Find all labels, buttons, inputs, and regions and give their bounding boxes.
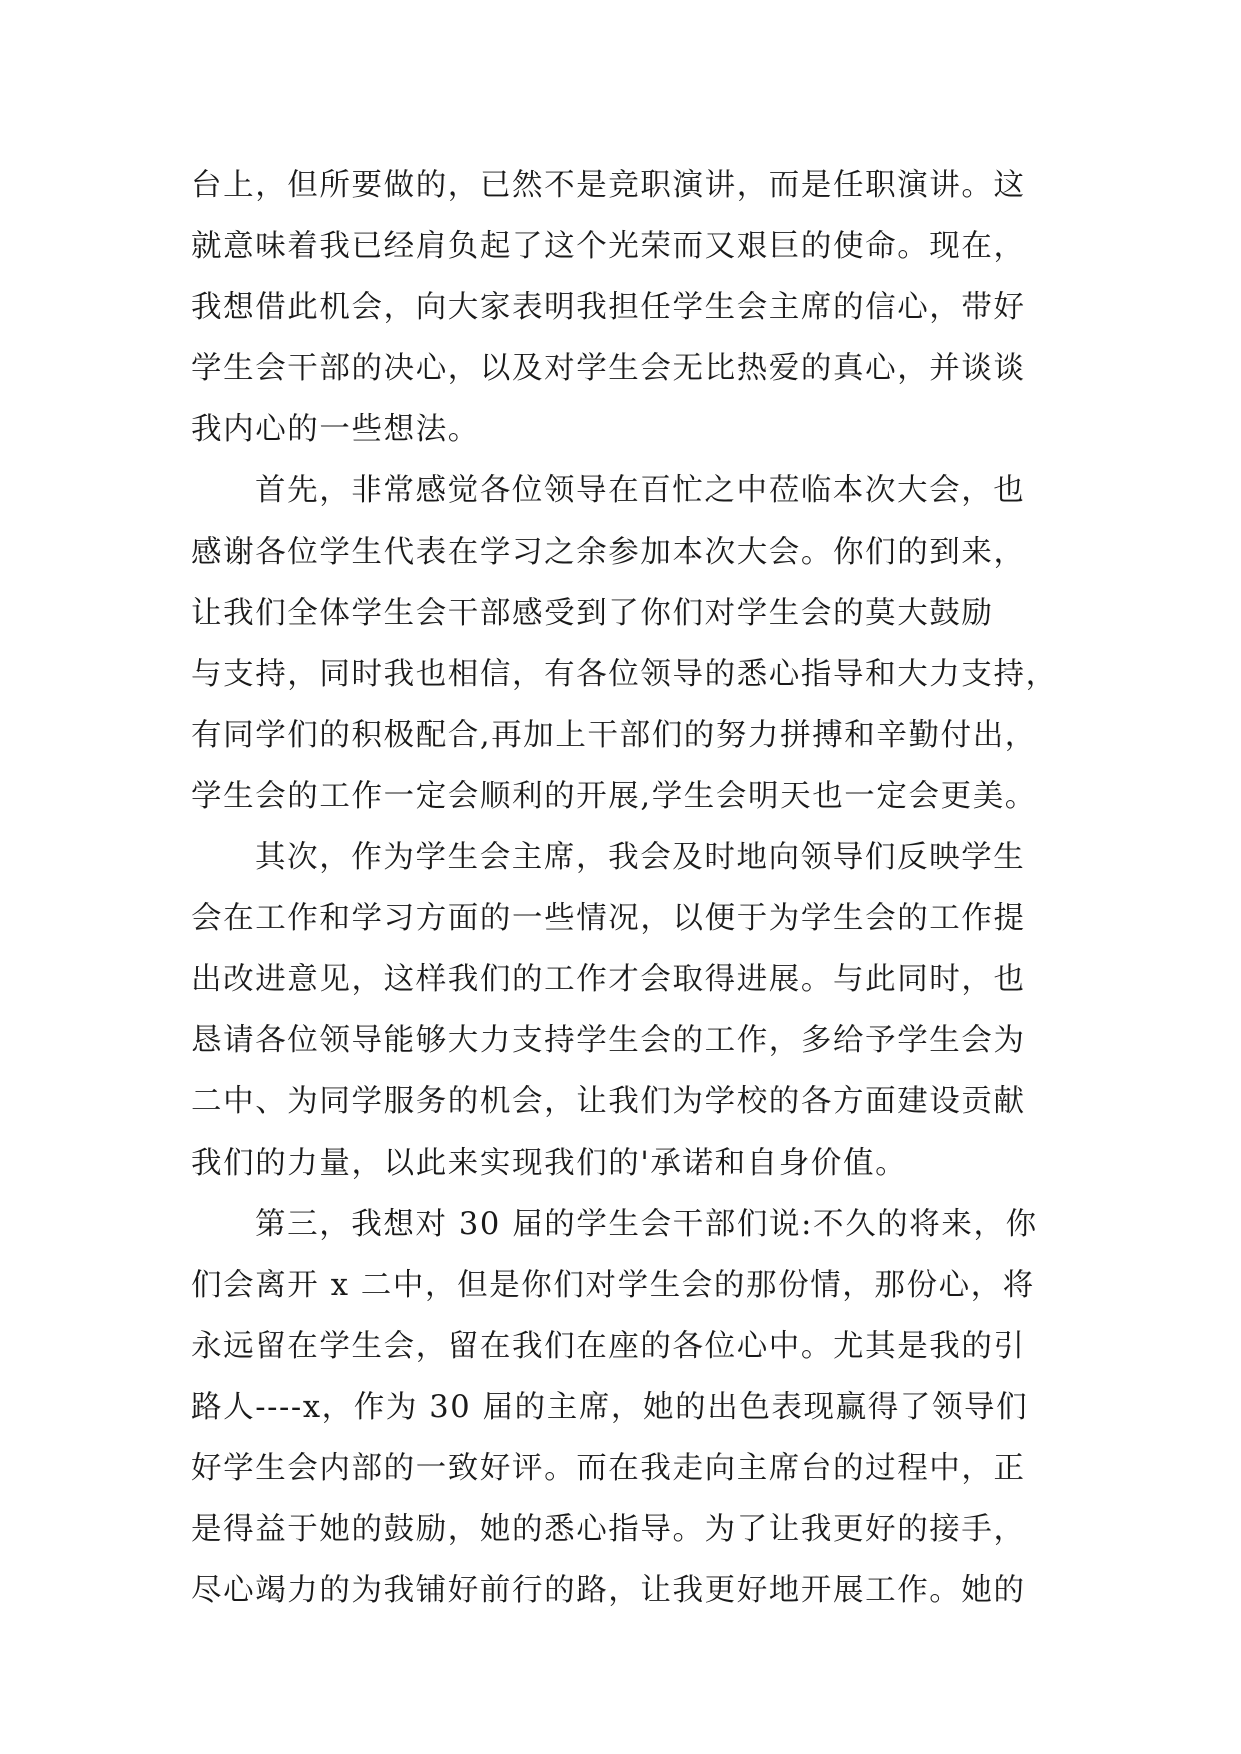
paragraph-first — [191, 460, 1071, 827]
text-line: 们会离开 x 二中，但是你们对学生会的那份情，那份心，将 — [191, 1267, 1035, 1303]
text-line: 我内心的一些想法。 — [191, 412, 480, 448]
paragraph-third — [191, 1194, 1071, 1622]
text-line: 出改进意见，这样我们的工作才会取得进展。与此同时，也 — [191, 962, 1026, 998]
text-line: 学生会干部的决心，以及对学生会无比热爱的真心，并谈谈 — [191, 351, 1026, 387]
text-line: 让我们全体学生会干部感受到了你们对学生会的莫大鼓励 — [191, 595, 994, 631]
text-line: 首先，非常感觉各位领导在百忙之中莅临本次大会，也 — [255, 473, 1026, 509]
text-line: 是得益于她的鼓励，她的悉心指导。为了让我更好的接手， — [191, 1512, 1026, 1548]
text-line: 二中、为同学服务的机会，让我们为学校的各方面建设贡献 — [191, 1084, 1026, 1120]
text-line: 尽心竭力的为我铺好前行的路，让我更好地开展工作。她的 — [191, 1573, 1026, 1609]
text-line: 学生会的工作一定会顺利的开展,学生会明天也一定会更美。 — [191, 778, 1037, 814]
text-line: 会在工作和学习方面的一些情况，以便于为学生会的工作提 — [191, 901, 1026, 937]
text-line: 恳请各位领导能够大力支持学生会的工作，多给予学生会为 — [191, 1023, 1026, 1059]
document-body — [191, 155, 1071, 1621]
text-line: 第三，我想对 30 届的学生会干部们说:不久的将来，你 — [255, 1206, 1038, 1242]
text-line: 有同学们的积极配合,再加上干部们的努力拼搏和辛勤付出， — [191, 717, 1037, 753]
text-line: 路人----x，作为 30 届的主席，她的出色表现赢得了领导们 — [191, 1389, 1029, 1425]
text-line: 好学生会内部的一致好评。而在我走向主席台的过程中，正 — [191, 1450, 1026, 1486]
paragraph-second — [191, 827, 1071, 1194]
paragraph-intro — [191, 155, 1071, 460]
text-line: 就意味着我已经肩负起了这个光荣而又艰巨的使命。现在， — [191, 229, 1026, 265]
text-line: 感谢各位学生代表在学习之余参加本次大会。你们的到来， — [191, 534, 1026, 570]
text-line: 永远留在学生会，留在我们在座的各位心中。尤其是我的引 — [191, 1328, 1026, 1364]
text-line: 我想借此机会，向大家表明我担任学生会主席的信心，带好 — [191, 290, 1026, 326]
text-line: 与支持，同时我也相信，有各位领导的悉心指导和大力支持， — [191, 656, 1058, 692]
text-line: 其次，作为学生会主席，我会及时地向领导们反映学生 — [255, 840, 1026, 876]
text-line: 我们的力量，以此来实现我们的'承诺和自身价值。 — [191, 1145, 908, 1181]
text-line: 台上，但所要做的，已然不是竞职演讲，而是任职演讲。这 — [191, 168, 1026, 203]
